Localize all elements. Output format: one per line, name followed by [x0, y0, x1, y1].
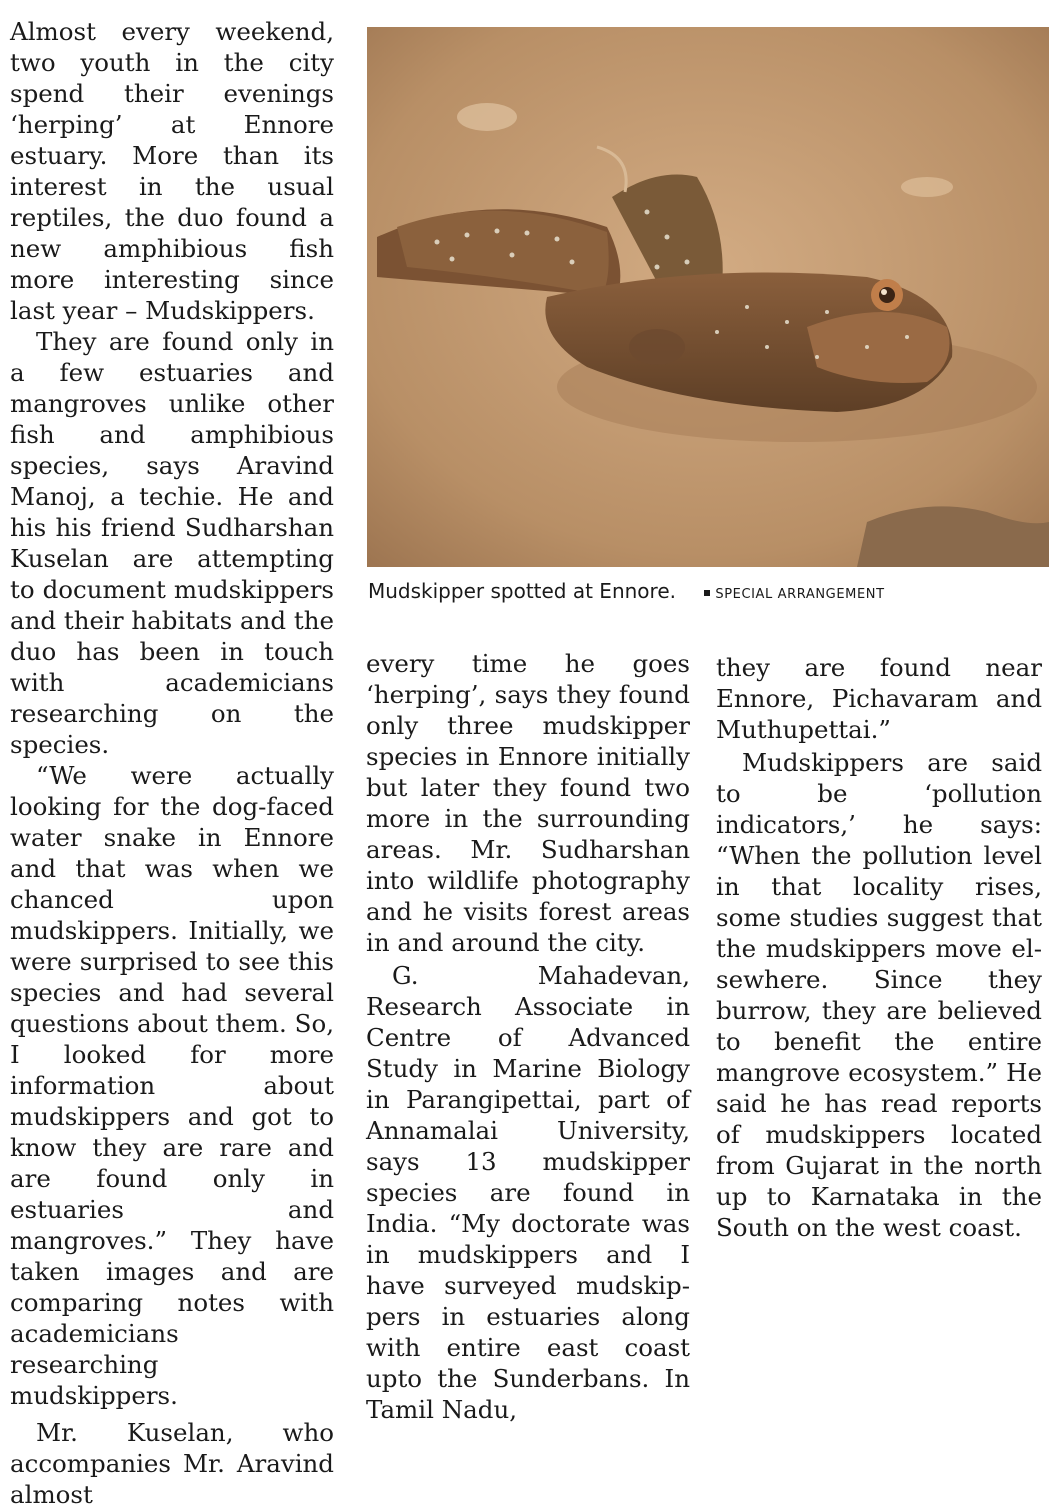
mudskipper-photo: [367, 27, 1049, 567]
paragraph: every time he goes ‘herping’, says they found only three mudskipper species in Ennore initially but later they found two more in the surrounding areas. Mr. Sudharshan into wildlife photography and he visits forest areas in and around the city.: [366, 649, 690, 957]
mudskipper-illustration: [367, 27, 1049, 567]
caption-text: Mudskipper spotted at Ennore.: [368, 579, 676, 603]
credit-text: SPECIAL ARRANGEMENT: [715, 587, 885, 602]
article-column-3: [716, 652, 1042, 1243]
photo-caption: [368, 577, 1050, 609]
paragraph: “We were actually looking for the dog-faced water snake in Ennore and that was when we chanced upon mudskippers. Initially, we were surprised to see this species and had several questions about them. So, I looked for more information about mudskippers and got to know they are rare and are found only in estuaries and mangroves.” They have taken images and are comparing notes with academicians researching mudskippers.: [10, 761, 334, 1410]
bullet-square-icon: [704, 590, 710, 596]
paragraph: Mr. Kuselan, who accompanies Mr. Aravind almost: [10, 1418, 334, 1509]
paragraph: Mudskippers are said to be ‘pollution indicators,’ he says: “When the pollution level in that locality rises, some studies suggest that the mudskippers move elsewhere. Since they burrow, they are believed to benefit the entire mangrove ecosystem.” He said he has read reports of mudskippers located from Gujarat in the north up to Karnataka in the South on the west coast.: [716, 748, 1042, 1242]
article-column-2: [366, 648, 690, 1425]
paragraph: G. Mahadevan, Research Associate in Centre of Advanced Study in Marine Biology in Parangipettai, part of Annamalai University, says 13 mudskipper species are found in India. “My doctorate was in mudskippers and I have surveyed mudskippers in estuaries along with entire east coast upto the Sunderbans. In Tamil Nadu,: [366, 961, 690, 1424]
paragraph: Almost every weekend, two youth in the city spend their evenings ‘herping’ at Ennore estuary. More than its interest in the usual reptiles, the duo found a new amphibious fish more interesting since last year – Mudskippers.: [10, 17, 334, 325]
article-column-1: [10, 16, 334, 1510]
paragraph: They are found only in a few estuaries and mangroves unlike other fish and amphibious species, says Aravind Manoj, a techie. He and his his friend Sudharshan Kuselan are attempting to document mudskippers and their habitats and the duo has been in touch with academicians researching on the species.: [10, 327, 334, 759]
photo-credit: [704, 587, 884, 602]
paragraph: they are found near Ennore, Pichavaram and Muthupettai.”: [716, 653, 1042, 744]
